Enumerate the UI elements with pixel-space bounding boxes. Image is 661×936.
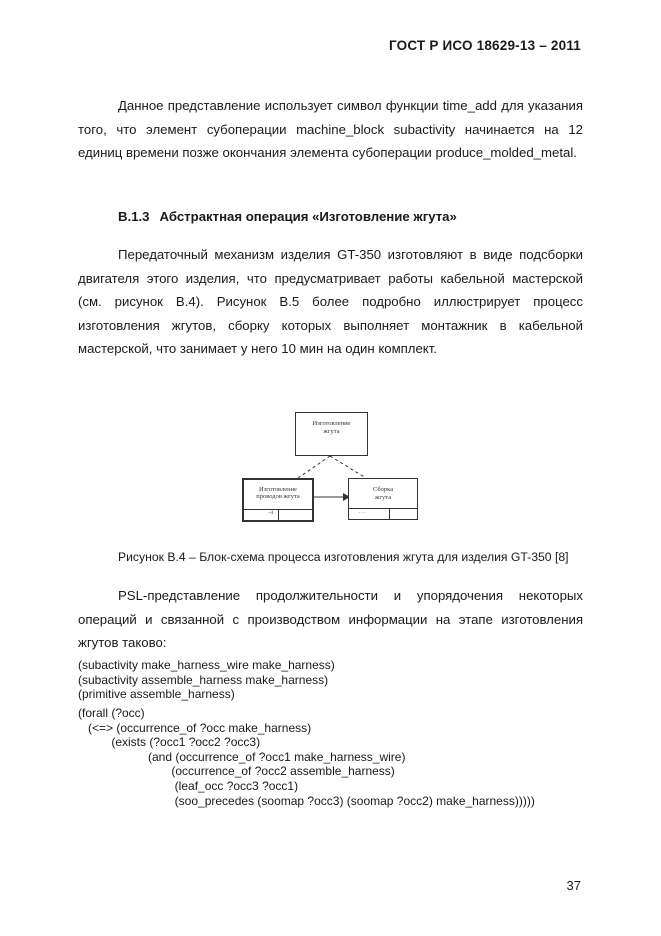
- box-label-line1: Изготовление: [312, 420, 351, 427]
- box-label-line1: Изготовление: [259, 486, 297, 493]
- box-label-line2: жгута: [323, 428, 340, 435]
- box-bar: [244, 509, 312, 520]
- document-header: ГОСТ Р ИСО 18629-13 – 2011: [388, 38, 581, 53]
- box-bar-label: ~4: [268, 511, 274, 516]
- box-label-line1: Сборка: [372, 486, 394, 493]
- code-block-subactivities: (subactivity make_harness_wire make_harness) (subactivity assemble_harness make_harness) (primitive assemble_harness): [78, 658, 335, 702]
- box-bar-divider: [389, 509, 390, 519]
- paragraph-time-add: Данное представление использует символ функции time_add для указания того, что элемент субоперации machine_block subactivity начинается на 12 единиц времени позже окончания элемента субоперации produce_molded_metal.: [78, 98, 583, 160]
- section-number: В.1.3: [118, 209, 150, 224]
- box-bar-divider: [278, 510, 279, 520]
- diagram-box-assemble: [348, 478, 418, 520]
- paragraph-harness-description: Передаточный механизм изделия GT-350 изготовляют в виде подсборки двигателя этого изделия, что предусматривает работы кабельной мастерской (см. рисунок В.4). Рисунок В.5 более подробно иллюстрирует процесс изготовления жгутов, сборку которых выполняет монтажник в кабельной мастерской, что занимает у него 10 мин на один комплект.: [78, 247, 583, 356]
- box-label-line2: проводов жгута: [256, 493, 300, 500]
- box-bar: [349, 508, 417, 519]
- connector-top-left: [298, 456, 330, 478]
- section-title: Абстрактная операция «Изготовление жгута»: [159, 209, 457, 224]
- code-block-forall: (forall (?occ) (<=> (occurrence_of ?occ make_harness) (exists (?occ1 ?occ2 ?occ3) (and (occurrence_of ?occ1 make_harness_wire) (occurrence_of ?occ2 assemble_harness) (leaf_occ ?occ3 ?occ1) (soo_precedes (soomap ?occ3) (soomap ?occ2) make_harness))))): [78, 706, 535, 808]
- figure-caption: Рисунок В.4 – Блок-схема процесса изготовления жгута для изделия GT-350 [8]: [118, 550, 569, 564]
- connector-top-right: [330, 456, 366, 478]
- diagram-box-make-wire: [242, 478, 314, 522]
- page-number: 37: [566, 878, 581, 893]
- box-bar-label: . . .: [359, 510, 366, 515]
- diagram-box-make-harness: [295, 412, 368, 456]
- paragraph-psl-intro: PSL-представление продолжительности и упорядочения некоторых операций и связанной с производством информации на этапе изготовления жгутов таково:: [78, 588, 583, 650]
- box-label-line2: жгута: [374, 494, 392, 501]
